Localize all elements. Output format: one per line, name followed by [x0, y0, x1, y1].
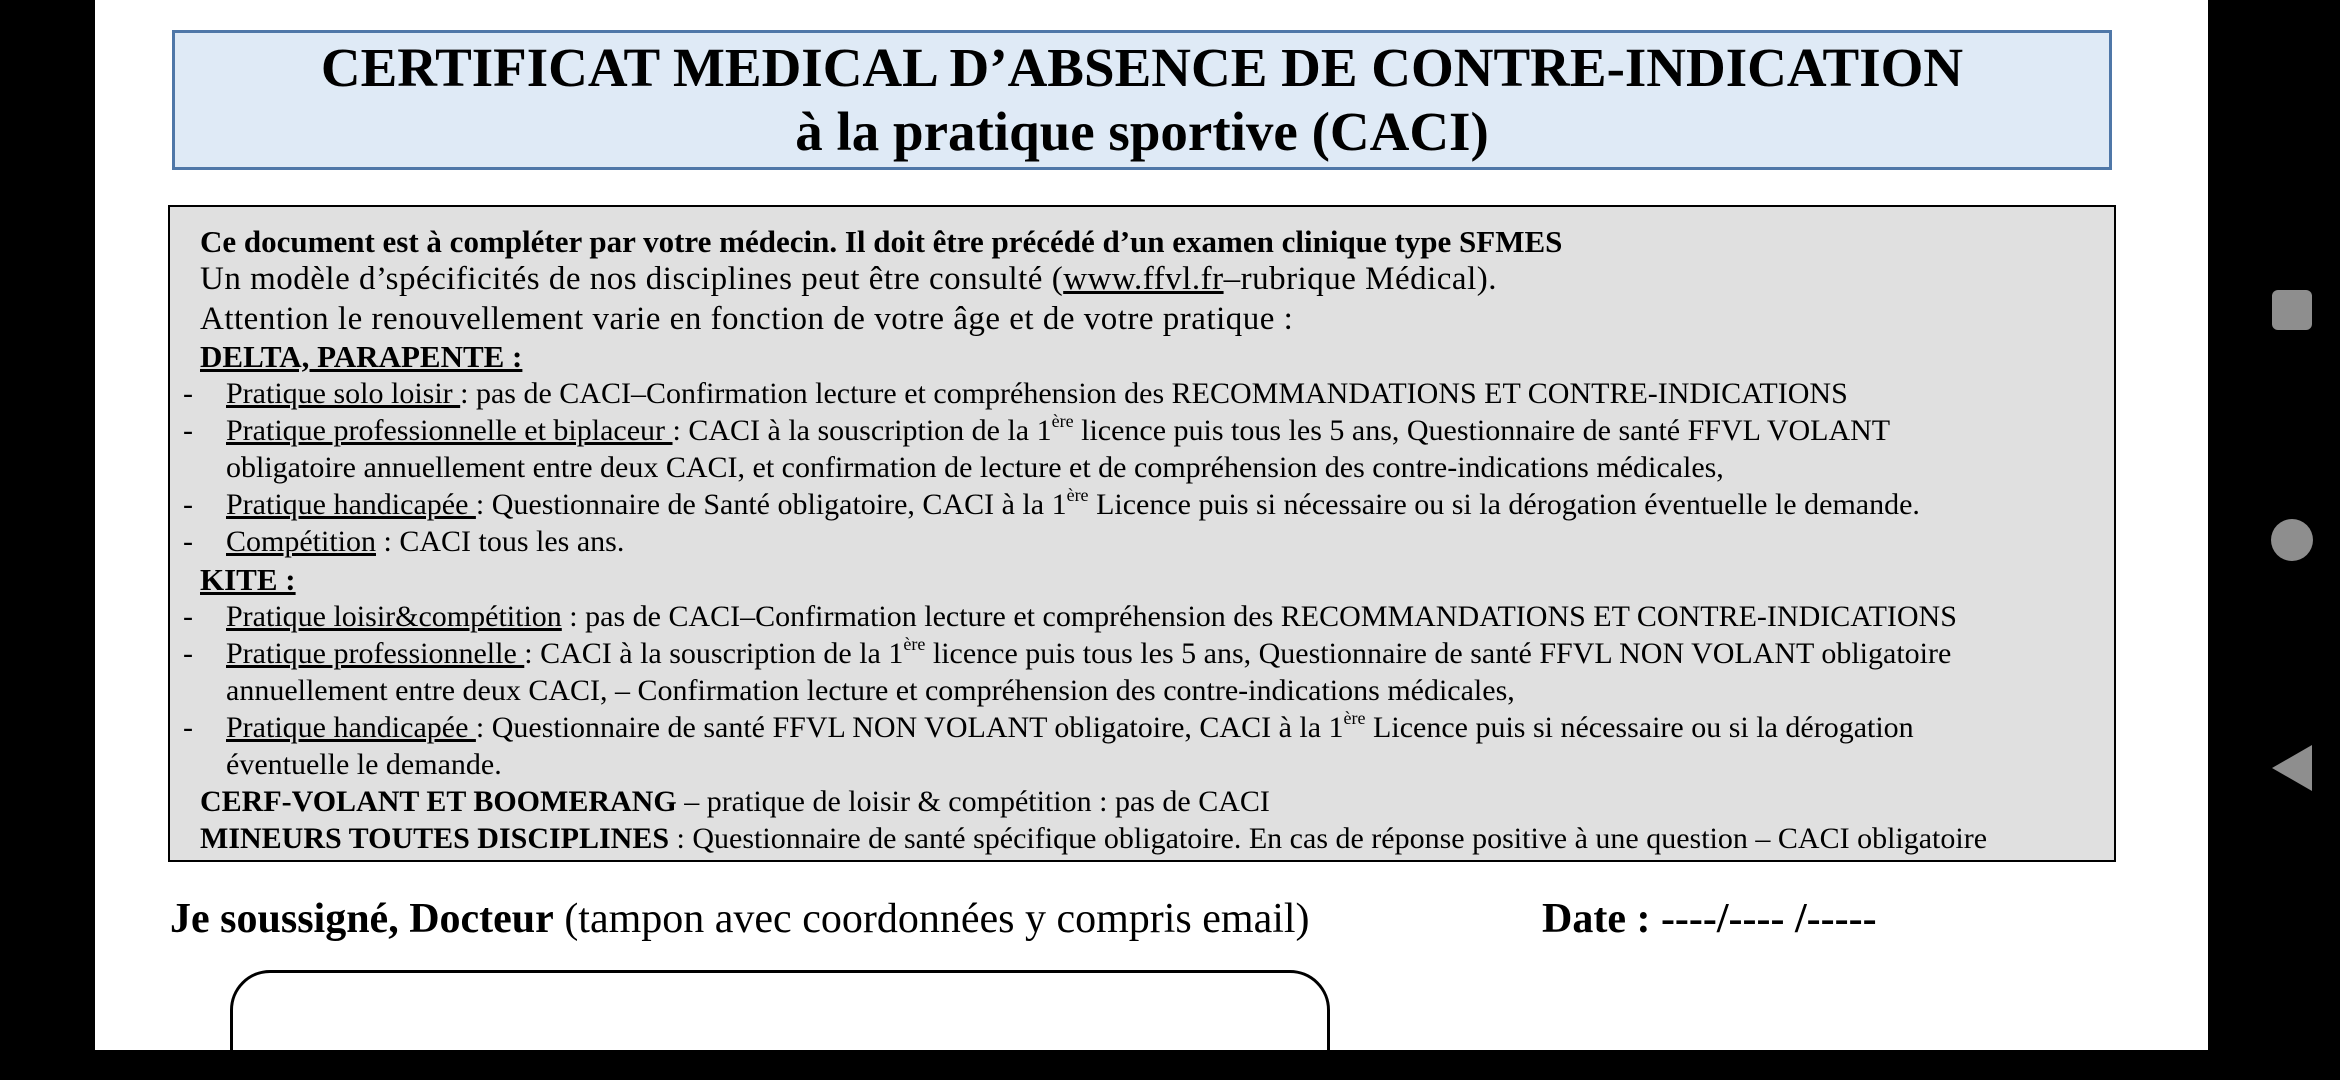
superscript: ère: [1066, 485, 1089, 505]
kite-item-text-a: : Questionnaire de santé FFVL NON VOLANT obligatoire, CACI à la 1: [475, 711, 1344, 744]
delta-item-label: Pratique solo loisir: [226, 377, 461, 410]
ffvl-link[interactable]: www.ffvl.fr: [1063, 261, 1224, 297]
delta-item-label: Pratique handicapée: [226, 488, 476, 521]
kite-item-pro: [183, 634, 1952, 671]
bullet-dash: -: [183, 600, 193, 633]
kite-item-label: Pratique loisir&compétition: [226, 600, 562, 633]
delta-item-text-a: : CACI à la souscription de la 1: [672, 414, 1052, 447]
kite-item-loisir: [183, 600, 1957, 634]
document-page: [95, 0, 2208, 1050]
kite-item-text-b: licence puis tous les 5 ans, Questionnaire de santé FFVL NON VOLANT obligatoire: [925, 637, 1952, 670]
delta-item-pro: [183, 411, 1891, 448]
delta-heading: DELTA, PARAPENTE :: [200, 339, 523, 374]
kite-item-label: Pratique professionnelle: [226, 637, 525, 670]
android-navbar: [2240, 0, 2340, 1080]
bullet-dash: -: [183, 488, 193, 521]
bullet-dash: -: [183, 637, 193, 670]
superscript: ère: [903, 634, 926, 654]
delta-item-solo: [183, 377, 1848, 411]
mineurs-line: [200, 822, 1987, 856]
delta-item-label: Compétition: [226, 525, 376, 558]
delta-item-text-b: licence puis tous les 5 ans, Questionnaire de santé FFVL VOLANT: [1073, 414, 1891, 447]
bullet-dash: -: [183, 525, 193, 558]
delta-item-text: : pas de CACI–Confirmation lecture et compréhension des RECOMMANDATIONS ET CONTRE-INDICATIONS: [460, 377, 1848, 410]
kite-item-handi-cont: éventuelle le demande.: [226, 748, 502, 781]
cerf-volant-bold: CERF-VOLANT ET BOOMERANG: [200, 785, 677, 818]
kite-item-pro-cont: annuellement entre deux CACI, – Confirmation lecture et compréhension des contre-indications médicales,: [226, 674, 1515, 707]
signature-line: [170, 895, 1310, 943]
title-box: [172, 30, 2112, 170]
home-circle-icon[interactable]: [2271, 519, 2313, 561]
mineurs-bold: MINEURS TOUTES DISCIPLINES: [200, 822, 670, 855]
delta-item-pro-cont: obligatoire annuellement entre deux CACI, et confirmation de lecture et de compréhension des contre-indications médicales,: [226, 451, 1724, 484]
intro-line-2-b: –rubrique Médical).: [1223, 261, 1497, 297]
signature-text: (tampon avec coordonnées y compris email): [553, 896, 1310, 942]
kite-item-handi: [183, 708, 1914, 745]
bullet-dash: -: [183, 414, 193, 447]
kite-item-text-a: : CACI à la souscription de la 1: [524, 637, 904, 670]
cerf-volant-text: – pratique de loisir & compétition : pas de CACI: [676, 785, 1270, 818]
delta-item-handi: [183, 485, 1920, 522]
delta-item-label: Pratique professionnelle et biplaceur: [226, 414, 673, 447]
title-line-1: CERTIFICAT MEDICAL D’ABSENCE DE CONTRE-INDICATION: [320, 37, 1964, 98]
cerf-volant-line: [200, 785, 1270, 819]
delta-item-text: : CACI tous les ans.: [376, 525, 625, 558]
info-box: [168, 205, 2116, 862]
kite-heading: KITE :: [200, 562, 296, 597]
intro-line-3: Attention le renouvellement varie en fonction de votre âge et de votre pratique :: [200, 301, 1294, 337]
kite-item-label: Pratique handicapée: [226, 711, 476, 744]
mineurs-text: : Questionnaire de santé spécifique obligatoire. En cas de réponse positive à une question – CACI obligatoire: [669, 822, 1988, 855]
delta-item-text-b: Licence puis si nécessaire ou si la dérogation éventuelle le demande.: [1088, 488, 1920, 521]
recents-square-icon[interactable]: [2272, 290, 2312, 330]
title-line-2: à la pratique sportive (CACI): [795, 101, 1489, 162]
intro-line-2-a: Un modèle d’spécificités de nos disciplines peut être consulté (: [200, 261, 1064, 297]
stamp-box: [230, 970, 1330, 1050]
superscript: ère: [1343, 708, 1366, 728]
kite-item-text: : pas de CACI–Confirmation lecture et compréhension des RECOMMANDATIONS ET CONTRE-INDICATIONS: [561, 600, 1957, 633]
kite-item-text-b: Licence puis si nécessaire ou si la dérogation: [1365, 711, 1914, 744]
signature-bold: Je soussigné, Docteur: [170, 896, 554, 942]
back-triangle-icon[interactable]: [2272, 745, 2312, 791]
bullet-dash: -: [183, 711, 193, 744]
superscript: ère: [1051, 411, 1074, 431]
date-field: Date : ----/---- /-----: [1542, 896, 1877, 942]
bullet-dash: -: [183, 377, 193, 410]
intro-line-2: [200, 261, 1497, 298]
delta-item-text-a: : Questionnaire de Santé obligatoire, CACI à la 1: [475, 488, 1067, 521]
intro-line-1: Ce document est à compléter par votre médecin. Il doit être précédé d’un examen clinique type SFMES: [200, 224, 1563, 259]
delta-item-competition: [183, 525, 624, 559]
